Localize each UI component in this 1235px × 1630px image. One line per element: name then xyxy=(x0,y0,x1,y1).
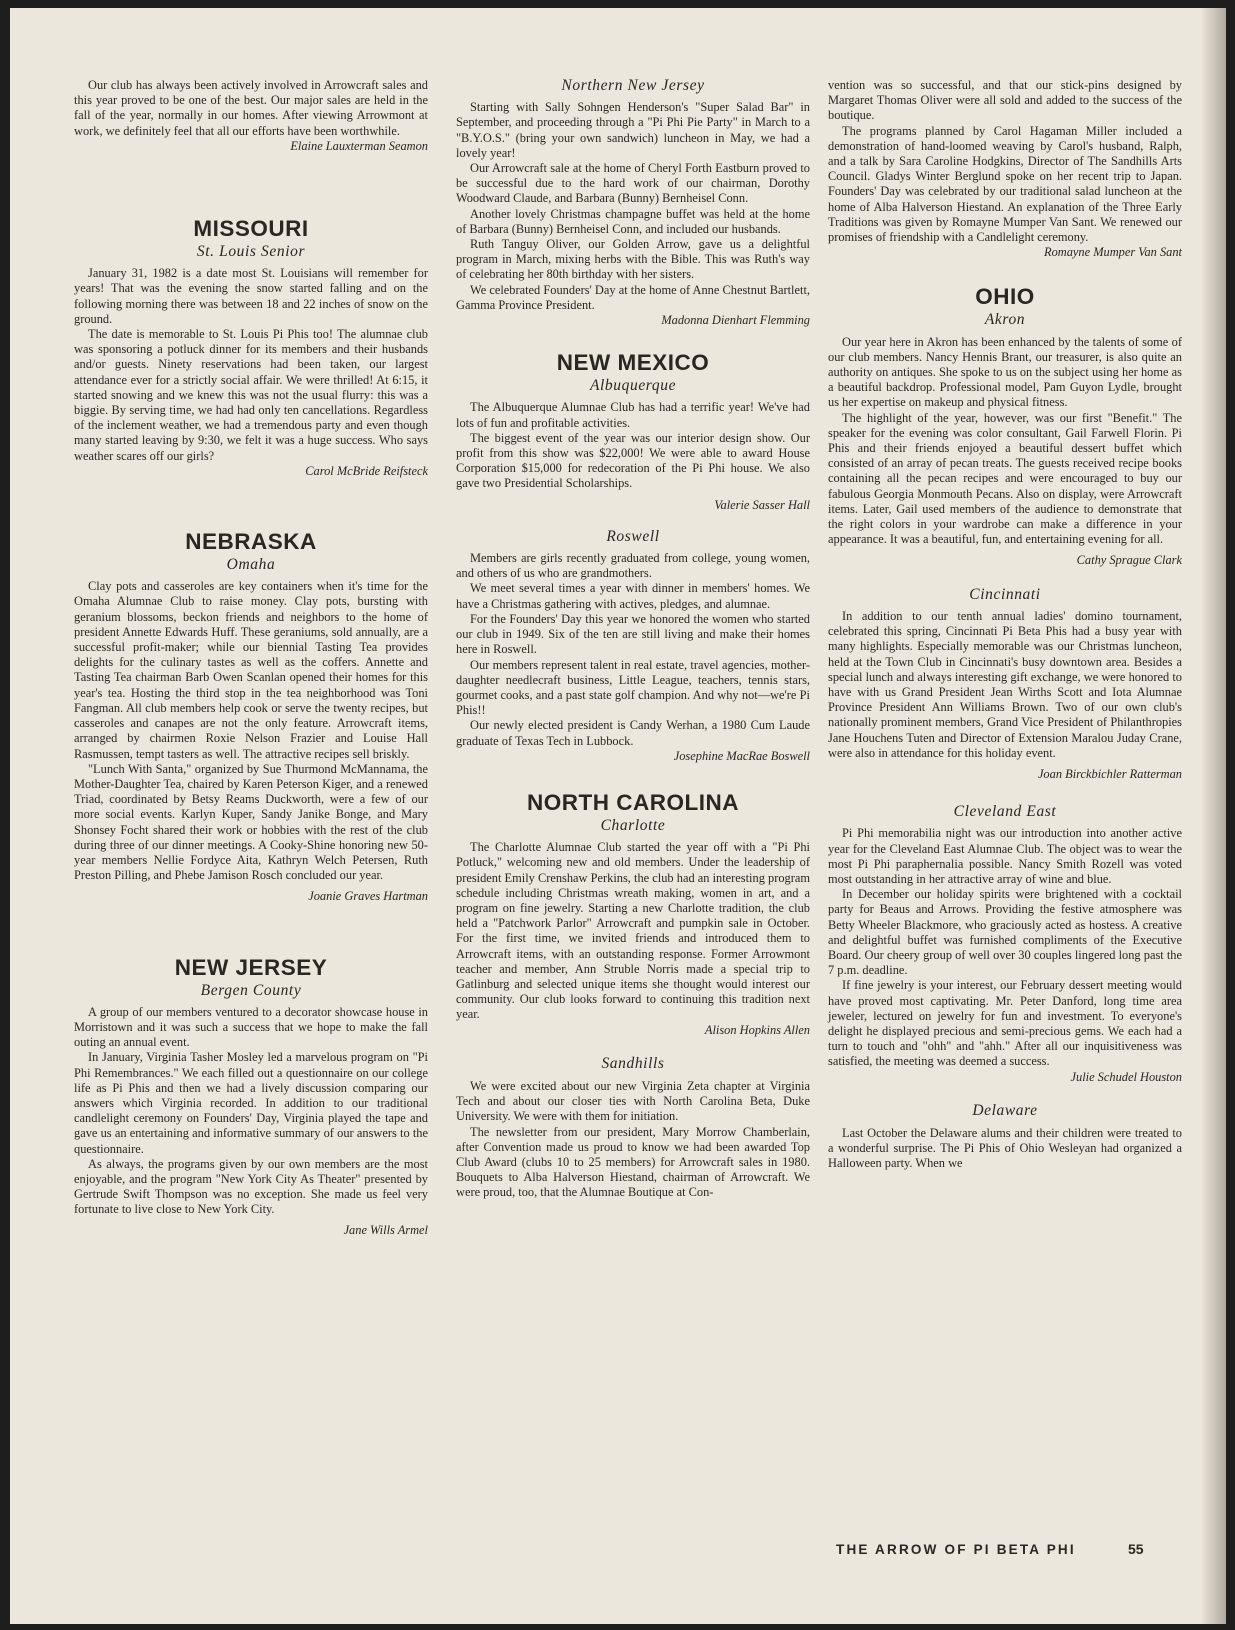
column-3 xyxy=(828,78,1182,1172)
author-signature: Julie Schudel Houston xyxy=(1070,1069,1182,1084)
state-heading: NEW JERSEY xyxy=(174,954,328,980)
paragraph: We celebrated Founders' Day at the home of Anne Chestnut Bartlett, Gamma Province President. xyxy=(456,282,810,312)
roswell-section xyxy=(456,529,810,764)
intro-article xyxy=(74,78,428,154)
paragraph: A group of our members ventured to a decorator showcase house in Morristown and it was such a success that we hope to make the fall outing an annual event. xyxy=(74,1004,428,1050)
northern-new-jersey-section xyxy=(456,78,810,328)
author-signature: Alison Hopkins Allen xyxy=(704,1022,810,1037)
state-heading: NORTH CAROLINA xyxy=(527,789,739,815)
paragraph: In December our holiday spirits were brightened with a cocktail party for Beaus and Arrows. Providing the festive atmosphere was Betty Wheeler Blackmore, who graciously acted as hostess. A creative and delightful buffet was furnished compliments of the Executive Board. Our cheery group of well over 30 couples lingered long past the 7 p.m. deadline. xyxy=(828,887,1182,978)
author-signature: Josephine MacRae Boswell xyxy=(673,748,810,763)
city-heading: Sandhills xyxy=(601,1054,665,1072)
paragraph: "Lunch With Santa," organized by Sue Thurmond McMannama, the Mother-Daughter Tea, chaired by Karen Peterson Kiger, and a renewed Triad, coordinated by Betsy Reams Duckworth, were a few of our more social events. Karlyn Kuper, Sandy Janike Bonge, and Mary Shonsey Focht shared their work or hobbies with the rest of the club during three of our dinner meetings. A Cooky-Shine honoring new 50-year members Nellie Fordyce Aita, Kathryn Welch Petersen, Ruth Preston Pilling, and Phebe Jamison Rosch concluded our year. xyxy=(74,761,428,883)
sandhills-section xyxy=(456,1056,810,1201)
paragraph: Last October the Delaware alums and their children were treated to a wonderful surprise. The Pi Phis of Ohio Wesleyan had organized a Halloween party. When we xyxy=(828,1125,1182,1171)
city-heading: St. Louis Senior xyxy=(196,243,306,261)
state-heading: NEBRASKA xyxy=(185,529,317,555)
paragraph: Clay pots and casseroles are key containers when it's time for the Omaha Alumnae Club to raise money. Clay pots, bursting with geranium blossoms, beckon friends and neighbors to the home of president Annette Edwards Huff. These geraniums, sold annually, are a successful profit-maker; while our biennial Tasting Tea provides delights for the culinary tastes as well as the coffers. Annette and Tasting Tea chairman Barb Owen Scanlan opened their homes for this year's tea. Hosting the third stop in the tea neighborhood was Toni Fangman. All club members help cook or serve the twenty recipes, but casseroles and canapes are not the only feature. Arrowcraft items, arranged by chairmen Roxie Nelson Frazier and Louise Hall Rasmussen, tempt tasters as well. The attractive recipes sell briskly. xyxy=(74,579,428,761)
publication-footer: THE ARROW OF PI BETA PHI xyxy=(836,1542,1076,1557)
paragraph: January 31, 1982 is a date most St. Louisians will remember for years! That was the evening the snow started falling and on the following morning there was between 18 and 22 inches of snow on the ground. xyxy=(74,266,428,326)
city-heading: Northern New Jersey xyxy=(561,77,705,94)
sandhills-continued xyxy=(828,78,1182,260)
author-signature: Carol McBride Reifsteck xyxy=(305,463,428,478)
city-heading: Akron xyxy=(984,311,1026,329)
author-signature: Elaine Lauxterman Seamon xyxy=(290,138,428,153)
city-heading: Charlotte xyxy=(600,816,666,834)
city-heading: Roswell xyxy=(606,527,660,545)
city-heading: Omaha xyxy=(226,556,276,574)
paragraph: Pi Phi memorabilia night was our introduction into another active year for the Cleveland East Alumnae Club. The object was to wear the most Pi Phi paraphernalia possible. Nancy Smith Rozell was voted most outstanding in her attractive array of wine and blue. xyxy=(828,826,1182,886)
paragraph: The Albuquerque Alumnae Club has had a terrific year! We've had lots of fun and profitable activities. xyxy=(456,400,810,430)
paragraph: Our members represent talent in real estate, travel agencies, mother-daughter needlecraft business, Little League, teachers, tennis stars, gourmet cooks, and a past state golf champion. And why not—we're Pi Phis!! xyxy=(456,657,810,718)
paragraph: Another lovely Christmas champagne buffet was held at the home of Barbara (Bunny) Bernheisel Conn, and included our husbands. xyxy=(456,206,810,236)
author-signature: Jane Wills Armel xyxy=(343,1222,428,1237)
paragraph: In January, Virginia Tasher Mosley led a marvelous program on "Pi Phi Remembrances." We each filled out a questionnaire on our college life as Pi Phis and then we had a lively discussion comparing our answers which Virginia recorded. In addition to our traditional candlelight ceremony on Founders' Day, Virginia played the tape and gave us an entertaining and informative summary of our answers to the questionnaire. xyxy=(74,1050,428,1156)
city-heading: Cincinnati xyxy=(969,585,1041,603)
ohio-section xyxy=(828,284,1182,568)
new-mexico-section xyxy=(456,350,810,513)
paragraph: The highlight of the year, however, was our first "Benefit." The speaker for the evening was color consultant, Gail Farwell Florin. Pi Phis and their friends enjoyed a beautiful dessert buffet which consisted of an array of pecan treats. The guests received recipe books containing all the pecan recipes and were encouraged to buy our fabulous Georgia Monmouth Pecans. Also on display, were Arrowcraft items. Later, Gail used members of the audience to demonstrate that the right colors in your wardrobe can make a difference in your appearance. It was a beautiful, fun, and entertaining evening for all. xyxy=(828,410,1182,547)
state-heading: OHIO xyxy=(975,284,1035,310)
paragraph: In addition to our tenth annual ladies' domino tournament, celebrated this spring, Cincinnati Pi Beta Phis had a busy year with many highlights. Especially memorable was our Christmas luncheon, held at the Town Club in Cincinnati's busy downtown area. Besides a special lunch and always interesting gift exchange, we were honored to have with us Grand President Jean Wirths Scott and Iota Alumnae Province President Ann Williams Brown. Two of our own club's nationally prominent members, Grand Vice President of Philanthropies Jane Houchens Tuten and Director of Extension Maralou Juday Crane, were also in attendance for this holiday event. xyxy=(828,608,1182,760)
state-heading: MISSOURI xyxy=(193,216,309,242)
paragraph: The biggest event of the year was our interior design show. Our profit from this show was $22,000! We were able to award House Corporation $15,000 for redecoration of the Pi Phi house. We also gave two Presidential Scholarships. xyxy=(456,430,810,491)
paragraph: The Charlotte Alumnae Club started the year off with a "Pi Phi Potluck," welcoming new and old members. Under the leadership of president Emily Crenshaw Perkins, the club had an interesting program schedule including Christmas wreath making, women in art, and a program on fine jewelry. Starting a new Charlotte tradition, the club held a "Patchwork Parlor" Arrowcraft and pumpkin sale in October. For the first time, we invited friends and introduced them to Arrowcraft items, with an outstanding response. Former Arrowmont teacher and member, Ann Struble Norris made a special trip to Gatlinburg and selected unique items she thought would interest our community. Our club looks forward to continuing this tradition next year. xyxy=(456,840,810,1022)
author-signature: Cathy Sprague Clark xyxy=(1076,553,1182,568)
column-1 xyxy=(74,78,428,1238)
delaware-section xyxy=(828,1103,1182,1172)
new-jersey-section xyxy=(74,955,428,1238)
paragraph: Our year here in Akron has been enhanced by the talents of some of our club members. Nancy Hennis Brant, our treasurer, is also quite an authority on antiques. She spoke to us on the subject using her home as a beautiful backdrop. Professional model, Pam Guyon Lydle, brought us her expertise on makeup and physical fitness. xyxy=(828,334,1182,410)
paragraph: Members are girls recently graduated from college, young women, and others of us who are grandmothers. xyxy=(456,551,810,581)
paragraph: We were excited about our new Virginia Zeta chapter at Virginia Tech and about our closer ties with North Carolina Beta, Duke University. We were with them for initiation. xyxy=(456,1078,810,1124)
state-heading: NEW MEXICO xyxy=(556,350,710,376)
column-2 xyxy=(456,78,810,1201)
paragraph: Starting with Sally Sohngen Henderson's "Super Salad Bar" in September, and proceeding through a "Pi Phi Pie Party" in March to a "B.Y.O.S." (bring your own sandwich) luncheon in May, we had a lovely year! xyxy=(456,100,810,160)
author-signature: Joan Birckbichler Ratterman xyxy=(1037,766,1182,781)
nebraska-section xyxy=(74,529,428,904)
page-edge-shadow xyxy=(1200,8,1226,1624)
paragraph: Our newly elected president is Candy Werhan, a 1980 Cum Laude graduate of Texas Tech in Lubbock. xyxy=(456,718,810,748)
paragraph: vention was so successful, and that our stick-pins designed by Margaret Thomas Oliver were all sold and added to the success of the boutique. xyxy=(828,78,1182,123)
paragraph: As always, the programs given by our own members are the most enjoyable, and the program "New York City As Theater" presented by Gertrude Swift Thompson was no exception. She made us feel very fortunate to live close to New York City. xyxy=(74,1156,428,1217)
paragraph: Our Arrowcraft sale at the home of Cheryl Forth Eastburn proved to be successful due to the hard work of our chairman, Dorothy Woodward Claude, and Barbara (Bunny) Bernheisel Conn. xyxy=(456,161,810,206)
paragraph: Ruth Tanguy Oliver, our Golden Arrow, gave us a delightful program in March, mixing herbs with the Bible. This was Ruth's way of celebrating her 80th birthday with her sisters. xyxy=(456,237,810,282)
author-signature: Madonna Dienhart Flemming xyxy=(661,313,810,328)
paragraph: The programs planned by Carol Hagaman Miller included a demonstration of hand-loomed weaving by Carol's husband, Ralph, and a talk by Sara Caroline Hodgkins, Director of The Sandhills Arts Council. Gladys Winter Berglund spoke on her recent trip to Japan. Founders' Day was celebrated by our traditional salad luncheon at the home of Alba Halverson Hiestand. An explanation of the Three Early Traditions was given by Romayne Mumper Van Sant. We renewed our promises of friendship with a Candlelight ceremony. xyxy=(828,123,1182,245)
north-carolina-section xyxy=(456,790,810,1038)
paragraph: Our club has always been actively involved in Arrowcraft sales and this year proved to be one of the best. Our major sales are held in the fall of the year, normally in our homes. After viewing Arrowmont at work, we definitely feel that all our efforts have been worthwhile. xyxy=(74,78,428,138)
author-signature: Valerie Sasser Hall xyxy=(714,497,810,512)
magazine-page xyxy=(10,8,1226,1624)
city-heading: Delaware xyxy=(972,1101,1038,1119)
author-signature: Joanie Graves Hartman xyxy=(308,889,428,904)
missouri-section xyxy=(74,216,428,479)
paragraph: The date is memorable to St. Louis Pi Phis too! The alumnae club was sponsoring a potluck dinner for its members and their husbands and/or guests. Ninety reservations had been taken, our largest attendance ever for a strictly social affair. We were thrilled! At 6:15, it started snowing and we knew this was not the usual flurry: this was a biggie. By serving time, we had had only ten cancellations. Regardless of the inclement weather, we had a tremendous party and even though many started leaving by 9:30, we felt it was a huge success. Who says weather scares off our girls? xyxy=(74,327,428,463)
paragraph: We meet several times a year with dinner in members' homes. We have a Christmas gathering with actives, pledges, and alumnae. xyxy=(456,581,810,611)
city-heading: Cleveland East xyxy=(953,803,1057,821)
city-heading: Bergen County xyxy=(200,981,302,999)
cincinnati-section xyxy=(828,587,1182,782)
paragraph: The newsletter from our president, Mary Morrow Chamberlain, after Convention made us proud to know we had been awarded Top Club Award (clubs 10 to 25 members) for Arrowcraft sales in 1980. Bouquets to Alba Halverson Hiestand, chairman of Arrowcraft. We were proud, too, that the Alumnae Boutique at Con- xyxy=(456,1124,810,1200)
paragraph: If fine jewelry is your interest, our February dessert meeting would have proved most captivating. Mr. Peter Danford, long time area jeweler, lectured on jewelry for fun and investment. To everyone's delight he displayed precious and semi-precious gems. We each had a turn to touch and "ohh" and "ahh." After all our inquisitiveness was satisfied, the meeting was deemed a success. xyxy=(828,978,1182,1069)
page-number: 55 xyxy=(1128,1541,1144,1557)
city-heading: Albuquerque xyxy=(589,377,677,395)
cleveland-east-section xyxy=(828,804,1182,1085)
paragraph: For the Founders' Day this year we honored the women who started our club in 1949. Six of the ten are still living and make their homes here in Roswell. xyxy=(456,611,810,657)
author-signature: Romayne Mumper Van Sant xyxy=(1044,245,1182,260)
